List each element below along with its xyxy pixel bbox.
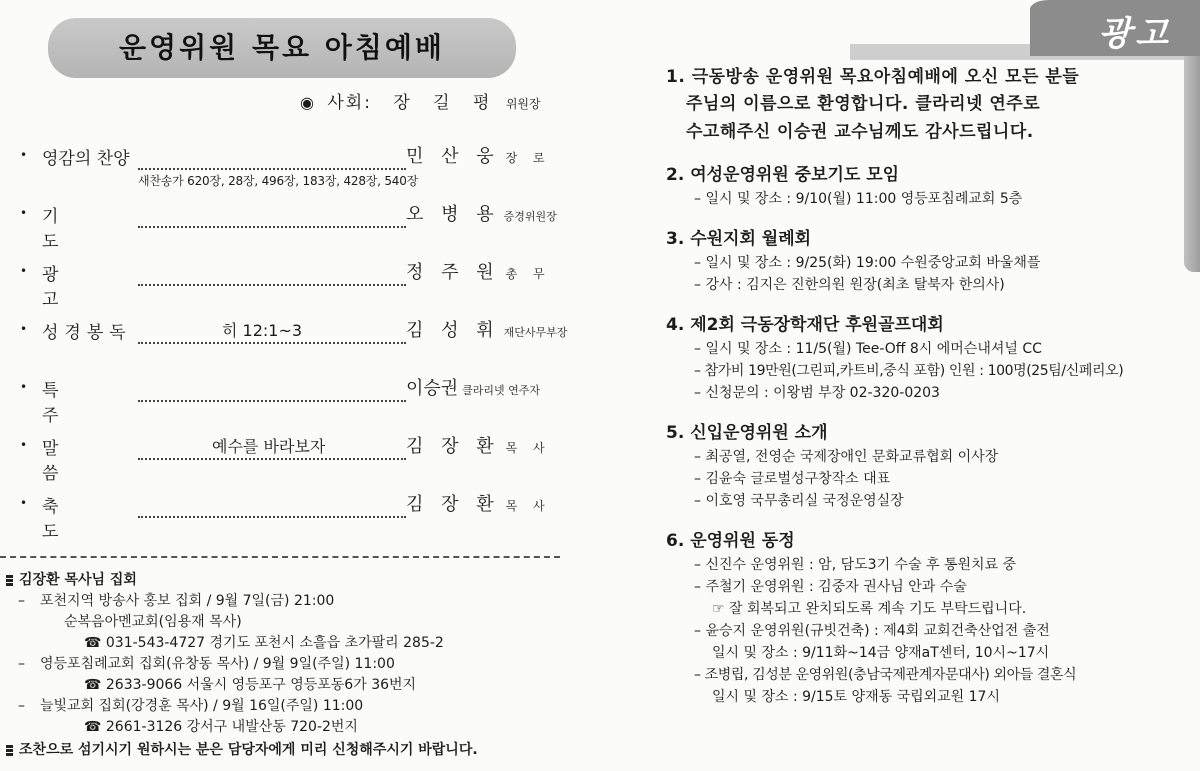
dot-leader xyxy=(138,140,406,170)
section-item: – 참가비 19만원(그린피,카트비,중식 포함) 인원 : 100명(25팀/신페리오) xyxy=(694,363,1124,379)
bullet-icon: • xyxy=(20,380,28,394)
order-label: 특 주 xyxy=(42,381,99,426)
notice-item: – 영등포침례교회 집회(유창동 목사) / 9월 9일(주일) 11:00 xyxy=(18,656,395,672)
host-role: 위원장 xyxy=(505,97,541,111)
order-row xyxy=(20,314,580,372)
section-item: – 김윤숙 글로벌성구창작소 대표 xyxy=(694,471,891,487)
notice-footer: 조찬으로 섬기시기 원하시는 분은 담당자에게 미리 신청해주시기 바랍니다. xyxy=(6,740,586,761)
left-page xyxy=(0,0,590,771)
section-item: 일시 및 장소 : 9/15토 양재동 국립외교원 17시 xyxy=(712,689,1000,705)
order-row xyxy=(20,140,580,198)
section-heading: 6. 운영위원 동정 xyxy=(666,531,795,551)
order-row xyxy=(20,430,580,488)
bullet-icon: • xyxy=(20,438,28,452)
host-line xyxy=(300,88,541,113)
dot-leader xyxy=(138,198,406,228)
order-person: 김 장 환 목 사 xyxy=(406,436,551,457)
dot-leader xyxy=(138,256,406,286)
section-item: – 일시 및 장소 : 11/5(월) Tee-Off 8시 에머슨내셔널 CC xyxy=(694,341,1042,357)
order-person: 오 병 용 증경위원장 xyxy=(406,204,557,225)
notice-phone: ☎ 2633-9066 서울시 영등포구 영등포동6가 36번지 xyxy=(84,677,417,693)
sermon-title: 예수를 바라보자 xyxy=(206,434,331,457)
dot-leader xyxy=(138,372,406,402)
square-bullet-icon xyxy=(6,745,13,757)
section-heading: 3. 수원지회 월례회 xyxy=(666,229,812,249)
tab-title: 광고 xyxy=(1098,14,1172,54)
bullet-icon: • xyxy=(20,148,28,162)
bullet-icon: • xyxy=(20,206,28,220)
section-item: – 조병립, 김성분 운영위원(충남국제관계자문대사) 외아들 결혼식 xyxy=(694,667,1077,683)
order-label: 영감의 찬양 xyxy=(42,149,130,169)
section-heading: 2. 여성운영위원 중보기도 모임 xyxy=(666,165,900,185)
notice-item: – 늘빛교회 집회(강경훈 목사) / 9월 16일(주일) 11:00 xyxy=(18,698,364,714)
order-row xyxy=(20,198,580,256)
announcement-tab xyxy=(850,0,1200,60)
section-item: – 일시 및 장소 : 9/10(월) 11:00 영등포침례교회 5층 xyxy=(694,191,1023,207)
announcement-section xyxy=(666,162,1176,210)
host-name: 장 길 평 xyxy=(393,93,499,113)
meeting-notice xyxy=(6,570,586,761)
scripture-reference: 히 12:1~3 xyxy=(216,318,308,341)
section-heading: 1. 극동방송 운영위원 목요아침예배에 오신 모든 분들 xyxy=(666,67,1080,87)
notice-phone: ☎ 031-543-4727 경기도 포천시 소흘읍 초가팔리 285-2 xyxy=(84,635,444,651)
page-title: 운영위원 목요 아침예배 xyxy=(48,18,516,78)
order-person: 김 장 환 목 사 xyxy=(406,494,551,515)
section-item: – 신진수 운영위원 : 암, 담도3기 수술 후 통원치료 중 xyxy=(694,557,1017,573)
order-person: 이승권 클라리넷 연주자 xyxy=(406,378,541,399)
side-strip xyxy=(1184,56,1200,272)
order-label: 기 도 xyxy=(42,207,99,252)
announcement-section xyxy=(666,312,1176,404)
bullet-icon: • xyxy=(20,496,28,510)
bullet-icon: • xyxy=(20,264,28,278)
announcement-section xyxy=(666,420,1176,512)
section-item: – 이호영 국무총리실 국정운영실장 xyxy=(694,493,904,509)
order-label: 성경봉독 xyxy=(42,323,132,343)
square-bullet-icon xyxy=(6,575,13,587)
section-body: 수고해주신 이승권 교수님께도 감사드립니다. xyxy=(686,122,1034,142)
dashed-divider xyxy=(0,556,560,558)
host-label: 사회: xyxy=(327,93,372,113)
section-item: – 주철기 운영위원 : 김중자 권사님 안과 수술 xyxy=(694,579,967,595)
notice-phone: ☎ 2661-3126 강서구 내발산동 720-2번지 xyxy=(84,719,358,735)
announcement-section xyxy=(666,528,1176,708)
notice-church: 순복음아멘교회(임용재 목사) xyxy=(64,614,242,630)
section-item: 일시 및 장소 : 9/11화~14금 양재aT센터, 10시~17시 xyxy=(712,645,1050,661)
section-item: – 윤승지 운영위원(규빗건축) : 제4회 교회건축산업전 출전 xyxy=(694,623,1050,639)
section-heading: 4. 제2회 극동장학재단 후원골프대회 xyxy=(666,315,944,335)
order-row xyxy=(20,256,580,314)
section-item: ☞ 잘 회복되고 완치되도록 계속 기도 부탁드립니다. xyxy=(712,601,1027,617)
hymn-numbers: 새찬송가 620장, 28장, 496장, 183장, 428장, 540장 xyxy=(138,174,419,188)
bullet-icon: • xyxy=(20,322,28,336)
order-label: 말 씀 xyxy=(42,439,99,484)
section-heading: 5. 신입운영위원 소개 xyxy=(666,423,828,443)
dot-leader xyxy=(138,488,406,518)
order-of-service xyxy=(20,140,580,546)
section-item: – 신청문의 : 이왕범 부장 02-320-0203 xyxy=(694,385,940,401)
order-row xyxy=(20,488,580,546)
announcement-section xyxy=(666,64,1176,146)
section-item: – 최공열, 전영순 국제장애인 문화교류협회 이사장 xyxy=(694,449,999,465)
order-label: 축 도 xyxy=(42,497,99,542)
announcement-list xyxy=(666,64,1176,724)
right-page xyxy=(640,0,1200,771)
section-item: – 강사 : 김지은 진한의원 원장(최초 탈북자 한의사) xyxy=(694,277,1005,293)
target-icon: ◉ xyxy=(300,93,316,112)
notice-item: – 포천지역 방송사 홍보 집회 / 9월 7일(금) 21:00 xyxy=(18,593,335,609)
order-row xyxy=(20,372,580,430)
announcement-section xyxy=(666,226,1176,296)
section-item: – 일시 및 장소 : 9/25(화) 19:00 수원중앙교회 바울채플 xyxy=(694,255,1041,271)
order-person: 정 주 원 총 무 xyxy=(406,262,551,283)
order-label: 광 고 xyxy=(42,265,99,310)
order-person: 민 산 웅 장 로 xyxy=(406,146,551,167)
section-body: 주님의 이름으로 환영합니다. 클라리넷 연주로 xyxy=(686,94,1041,114)
order-person: 김 성 휘 재단사무부장 xyxy=(406,320,568,341)
notice-header: 김장환 목사님 집회 xyxy=(6,570,586,591)
